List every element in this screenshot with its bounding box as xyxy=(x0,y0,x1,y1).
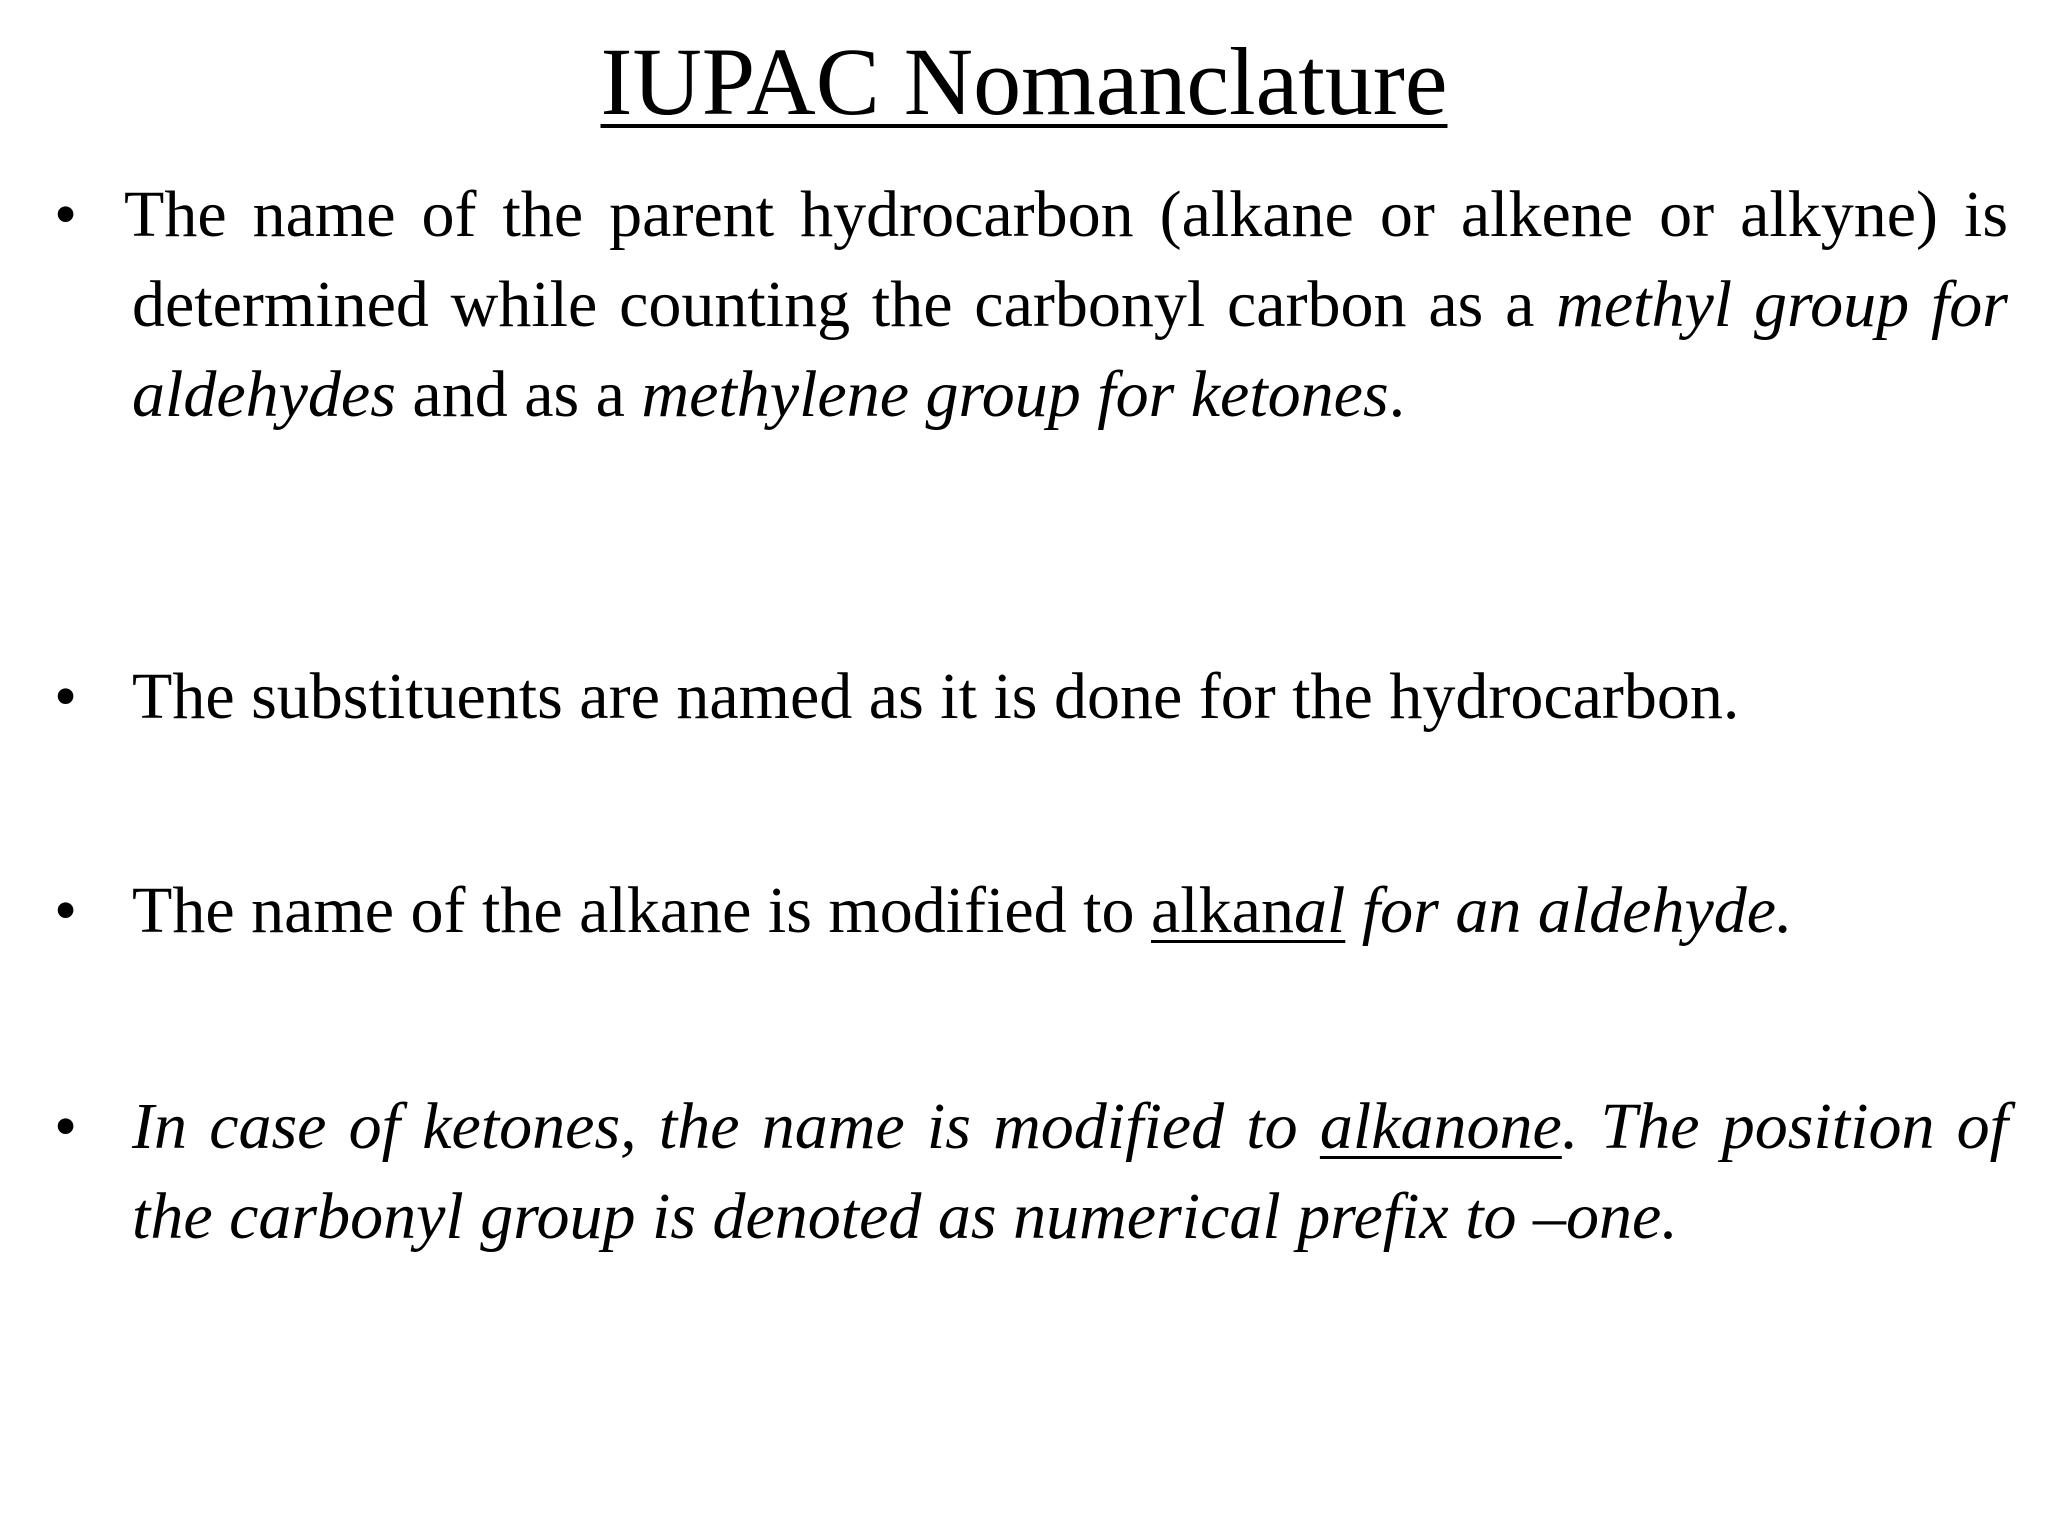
bullet-4-alkanone: alkanone xyxy=(1319,1090,1562,1163)
bullet-3-text: The name of the alkane is modified to xyxy=(132,874,1152,947)
bullet-1-connector: and as a xyxy=(395,358,642,431)
bullet-4-text: In case of ketones, the name is modified to xyxy=(132,1090,1320,1163)
bullet-3-for-aldehyde: for an aldehyde. xyxy=(1345,874,1793,947)
bullet-substituents xyxy=(54,652,2008,742)
slide-title xyxy=(0,24,2048,140)
bullet-marker: • xyxy=(54,660,78,733)
bullet-alkanal xyxy=(54,866,2008,956)
bullet-1-methylene-group: methylene group for ketones xyxy=(641,358,1389,431)
bullet-alkanone xyxy=(54,1082,2008,1262)
bullet-2-text: The substituents are named as it is done for the hydrocarbon. xyxy=(132,660,1740,733)
bullet-1-text: The name of the parent hydrocarbon (alkane or alkene or alkyne) is determined while counting the carbonyl carbon as a xyxy=(124,178,2008,341)
slide-title-text: IUPAC Nomanclature xyxy=(600,28,1448,135)
bullet-marker: • xyxy=(54,874,78,947)
bullet-1-methyl-group: methyl group for aldehydes xyxy=(132,268,2008,431)
bullet-marker: • xyxy=(54,1090,78,1163)
bullet-parent-hydrocarbon xyxy=(54,170,2008,440)
bullet-3-al-suffix: al xyxy=(1293,874,1346,947)
bullet-1-period: . xyxy=(1388,358,1406,431)
bullet-4-carbonyl-position: . The position of the carbonyl group is denoted as numerical prefix to –one. xyxy=(132,1090,2008,1253)
bullet-3-alkan: alkan xyxy=(1151,874,1294,947)
bullet-marker: • xyxy=(54,178,78,251)
